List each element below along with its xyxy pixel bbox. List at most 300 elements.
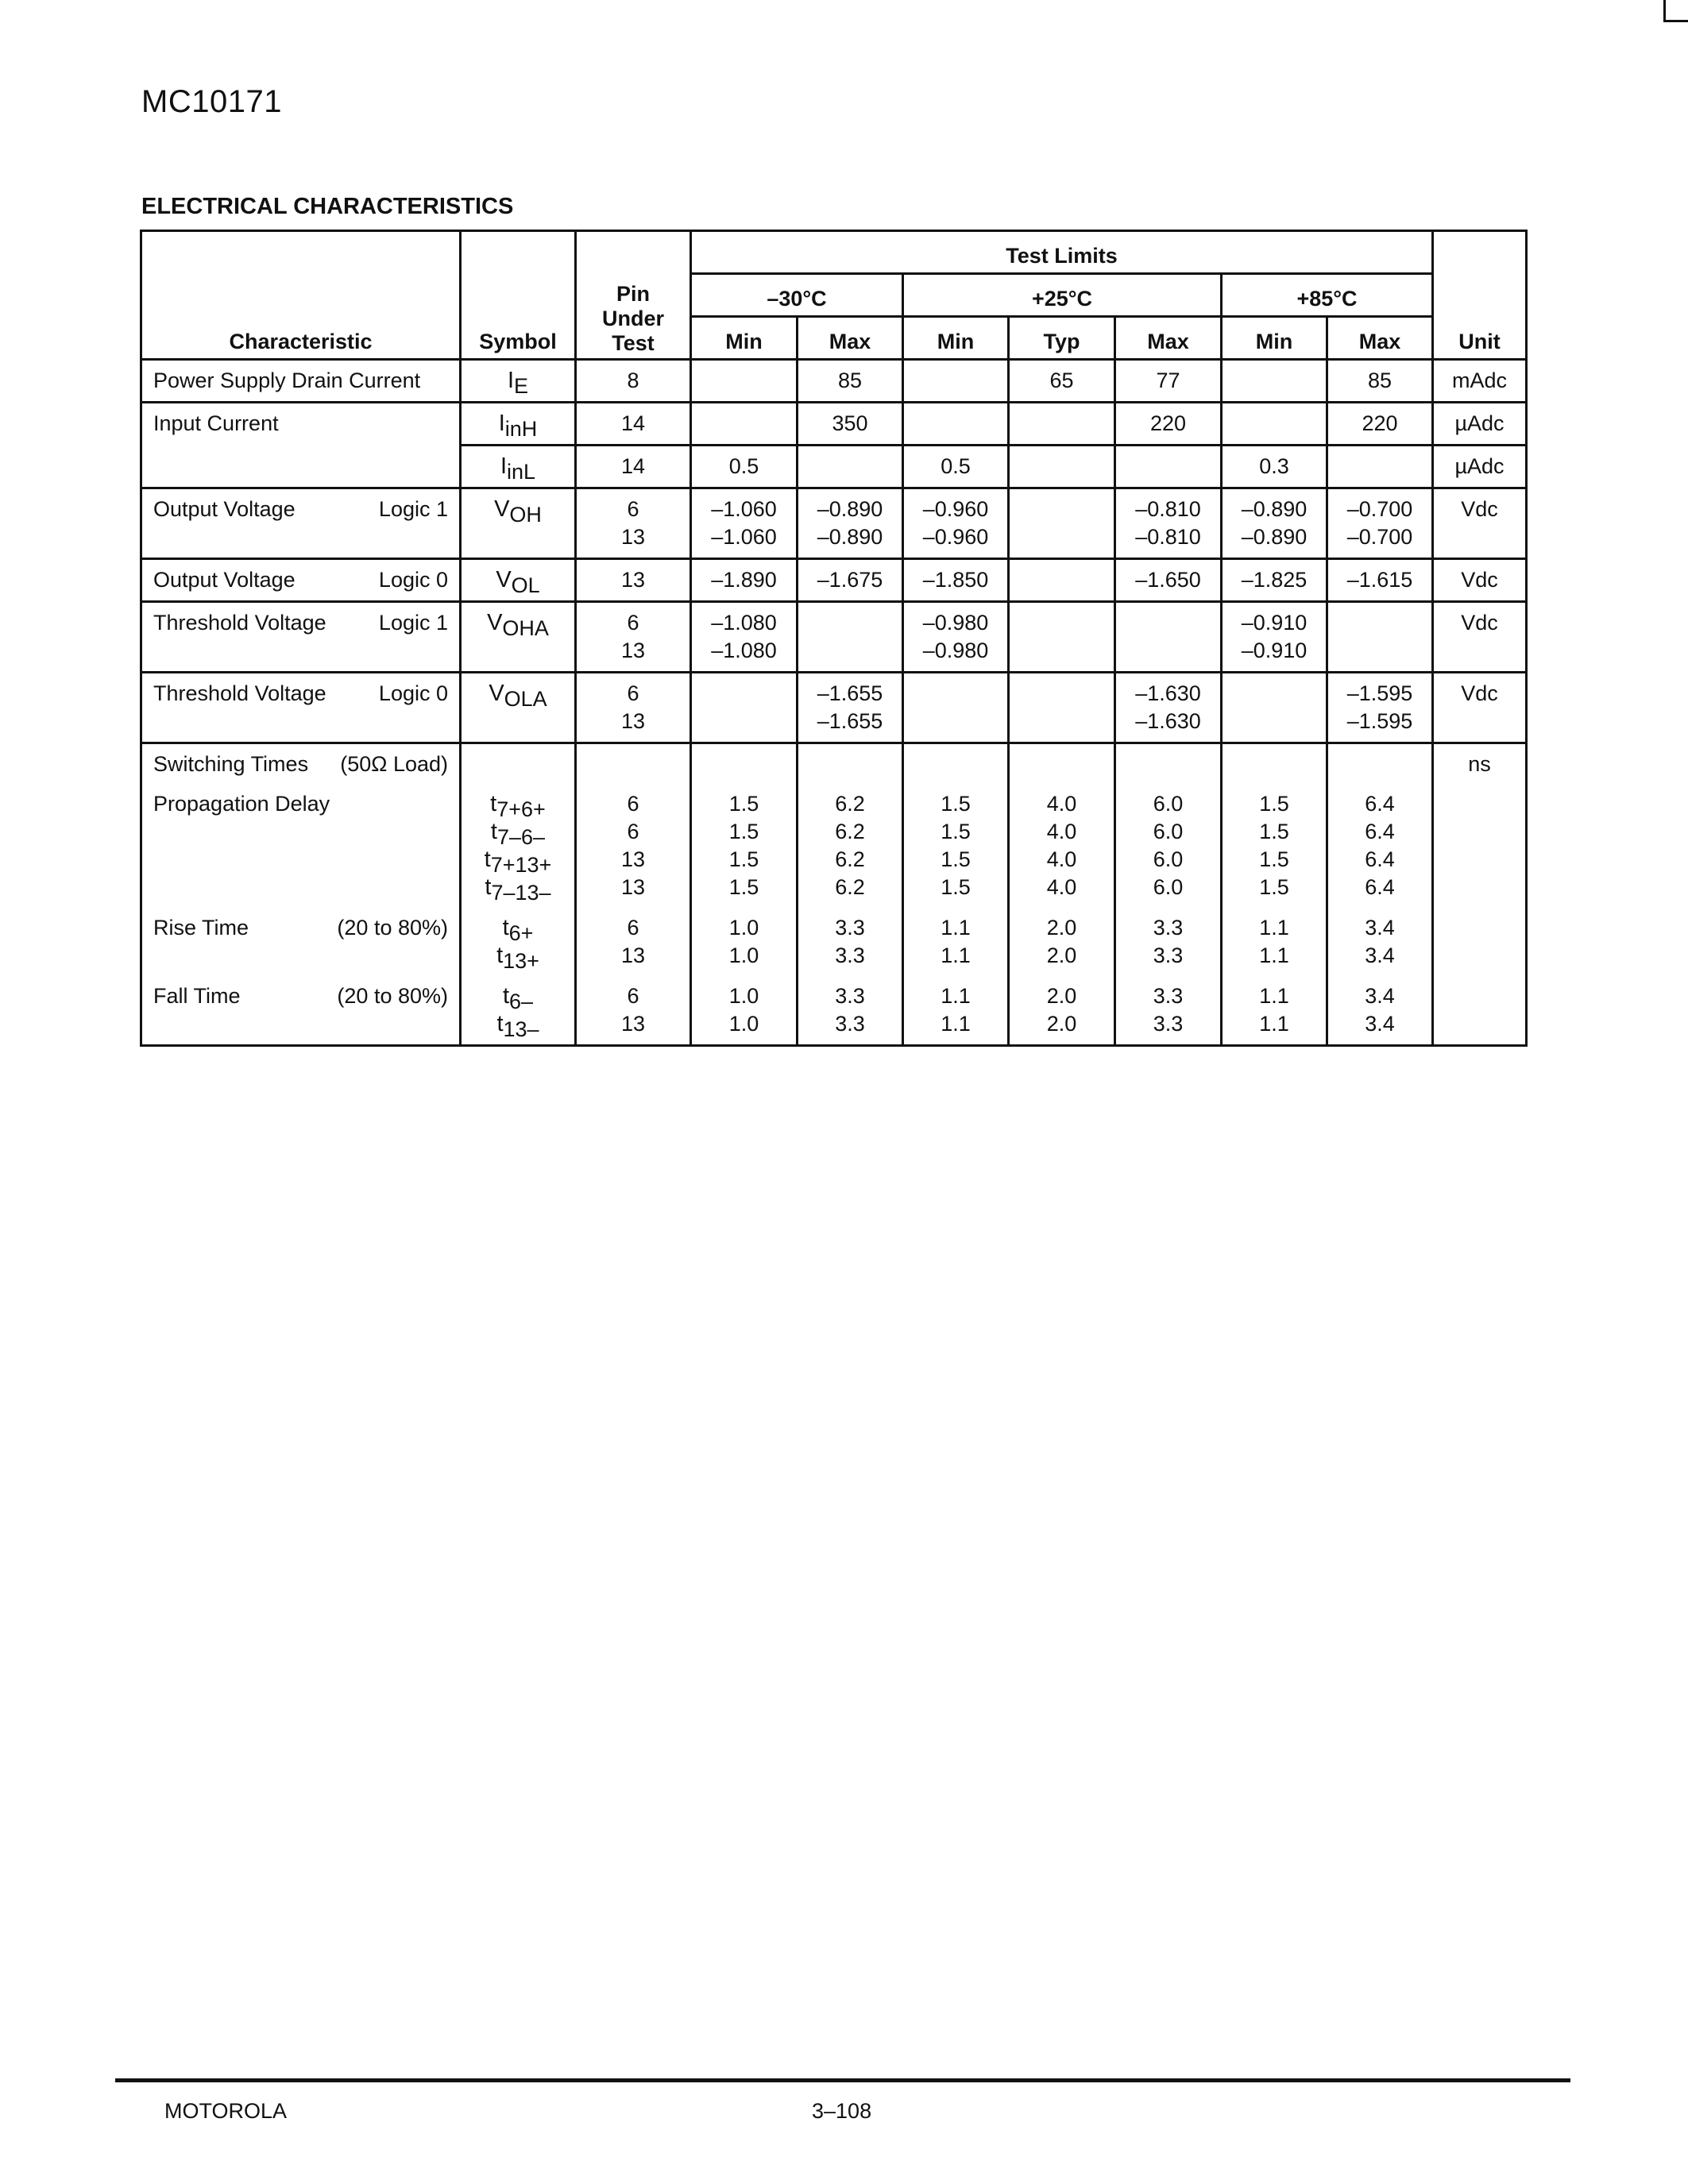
value-cell: –1.825 xyxy=(1222,559,1327,602)
electrical-characteristics-table xyxy=(140,230,1528,1047)
characteristic-cell xyxy=(141,559,461,602)
symbol-base: I xyxy=(498,411,505,436)
symbol-subscript: OH xyxy=(509,503,542,527)
symbol xyxy=(466,453,570,484)
spacer xyxy=(1121,901,1215,914)
value-cell xyxy=(691,743,798,1046)
value-cell-line: 3.3 xyxy=(1153,943,1184,967)
value-cell-line: 1.0 xyxy=(728,1012,759,1036)
value-cell-line: 1.5 xyxy=(728,820,759,843)
switching-param-line xyxy=(153,982,448,1010)
spacer xyxy=(803,901,897,914)
value-cell xyxy=(1222,743,1327,1046)
part-number: MC10171 xyxy=(141,84,282,119)
value-cell-line: 6.2 xyxy=(835,792,865,816)
value-cell xyxy=(691,403,798,446)
characteristic-name: Threshold Voltage xyxy=(153,611,326,635)
value-cell-line: 1.5 xyxy=(941,847,971,871)
symbol-subscript: 13– xyxy=(503,1017,539,1041)
pin-cell-line: 6 xyxy=(627,820,639,843)
value-cell-line: –1.080 xyxy=(711,611,777,635)
value-cell-line: 1.1 xyxy=(941,943,971,967)
header-temp-minus30: –30°C xyxy=(691,274,903,317)
value-cell xyxy=(903,673,1009,743)
value-cell xyxy=(1222,673,1327,743)
symbol xyxy=(466,790,570,821)
value-cell-line: 3.4 xyxy=(1365,1012,1395,1036)
symbol-base: t xyxy=(485,874,492,900)
table-body xyxy=(141,360,1527,1046)
characteristic-name: Input Current xyxy=(153,411,279,435)
value-cell: 220 xyxy=(1115,403,1222,446)
header-max: Max xyxy=(798,317,903,360)
switching-param-condition: (20 to 80%) xyxy=(337,984,448,1008)
symbol-cell xyxy=(461,559,576,602)
table-row xyxy=(141,673,1527,743)
pin-cell: 13 xyxy=(576,559,691,602)
symbol xyxy=(466,496,570,527)
value-cell xyxy=(1009,488,1115,559)
value-cell-line: 3.3 xyxy=(835,1012,865,1036)
value-cell-line: –0.700 xyxy=(1346,525,1413,549)
value-cell-line: –0.980 xyxy=(922,639,989,662)
value-cell: –1.615 xyxy=(1327,559,1433,602)
value-cell xyxy=(691,360,798,403)
symbol xyxy=(466,942,570,973)
footer-brand: MOTOROLA xyxy=(164,2099,288,2123)
symbol-base: t xyxy=(496,1011,504,1036)
characteristic-condition: Logic 0 xyxy=(378,681,448,705)
page-corner-mark xyxy=(1663,0,1688,22)
symbol-base: t xyxy=(502,983,509,1009)
header-pin-under-test: Pin Under Test xyxy=(576,231,691,360)
value-cell-line: 2.0 xyxy=(1046,943,1077,967)
value-cell-line: 6.4 xyxy=(1365,792,1395,816)
symbol-cell xyxy=(461,360,576,403)
spacer xyxy=(153,1010,448,1038)
value-cell: 0.5 xyxy=(691,446,798,488)
value-cell xyxy=(903,488,1009,559)
value-cell xyxy=(903,360,1009,403)
pin-cell: 14 xyxy=(576,446,691,488)
spacer xyxy=(153,970,448,982)
table-row xyxy=(141,559,1527,602)
symbol-cell xyxy=(461,743,576,1046)
characteristic-line xyxy=(153,609,448,637)
value-cell xyxy=(798,446,903,488)
header-min: Min xyxy=(1222,317,1327,360)
value-cell-line: 1.1 xyxy=(1259,1012,1289,1036)
value-cell xyxy=(903,403,1009,446)
symbol-subscript: OHA xyxy=(502,616,549,640)
symbol-subscript: OLA xyxy=(504,687,547,711)
value-cell xyxy=(798,743,903,1046)
symbol xyxy=(466,1010,570,1041)
spacer xyxy=(153,901,448,914)
value-cell xyxy=(1222,360,1327,403)
value-cell-line: –1.060 xyxy=(711,497,777,521)
pin-cell: 14 xyxy=(576,403,691,446)
symbol-base: t xyxy=(490,791,497,816)
pin-cell-line: 6 xyxy=(627,681,639,705)
value-cell-line: 1.5 xyxy=(941,792,971,816)
pin-cell xyxy=(576,602,691,673)
pin-cell-line: 13 xyxy=(620,875,646,899)
section-title: ELECTRICAL CHARACTERISTICS xyxy=(141,194,514,219)
characteristic-line xyxy=(153,367,448,395)
value-cell-line: 1.5 xyxy=(1259,820,1289,843)
value-cell-line: 3.3 xyxy=(1153,1012,1184,1036)
value-cell xyxy=(1327,446,1433,488)
symbol-cell xyxy=(461,488,576,559)
spacer xyxy=(1333,970,1427,982)
value-cell-line: 6.0 xyxy=(1153,847,1184,871)
header-max: Max xyxy=(1327,317,1433,360)
switching-title-line xyxy=(153,751,448,778)
characteristic-condition: Logic 1 xyxy=(378,497,448,521)
value-cell-line: –0.960 xyxy=(922,525,989,549)
table-row xyxy=(141,403,1527,446)
pin-cell-line: 6 xyxy=(627,497,639,521)
symbol xyxy=(466,874,570,905)
symbol-base: t xyxy=(484,847,491,872)
value-cell xyxy=(691,488,798,559)
value-cell xyxy=(1222,488,1327,559)
characteristic-name: Output Voltage xyxy=(153,568,295,592)
symbol-base: V xyxy=(494,496,510,522)
unit-cell: Vdc xyxy=(1433,602,1527,673)
value-cell-line: 6.4 xyxy=(1365,820,1395,843)
characteristic-line xyxy=(153,410,448,438)
symbol-base: V xyxy=(487,610,503,635)
value-cell xyxy=(1009,446,1115,488)
switching-title: Switching Times xyxy=(153,752,309,776)
unit-cell: ns xyxy=(1433,743,1527,1046)
spacer xyxy=(581,970,685,982)
value-cell: –1.850 xyxy=(903,559,1009,602)
value-cell: –1.675 xyxy=(798,559,903,602)
pin-cell: 8 xyxy=(576,360,691,403)
spacer xyxy=(697,778,791,790)
spacer xyxy=(581,901,685,914)
value-cell xyxy=(1009,602,1115,673)
value-cell-line: 1.5 xyxy=(728,847,759,871)
characteristic-name: Threshold Voltage xyxy=(153,681,326,705)
value-cell-line: 2.0 xyxy=(1046,916,1077,940)
characteristic-cell xyxy=(141,360,461,403)
value-cell-line: 1.5 xyxy=(728,792,759,816)
symbol xyxy=(466,680,570,711)
value-cell-line: 3.4 xyxy=(1365,943,1395,967)
value-cell-line: –1.595 xyxy=(1346,709,1413,733)
value-cell-line: 2.0 xyxy=(1046,1012,1077,1036)
value-cell-line: 3.3 xyxy=(1153,984,1184,1008)
header-typ: Typ xyxy=(1009,317,1115,360)
value-cell xyxy=(1009,403,1115,446)
value-cell xyxy=(1327,488,1433,559)
value-cell-line: 6.4 xyxy=(1365,875,1395,899)
value-cell-line: 1.5 xyxy=(1259,792,1289,816)
header-min: Min xyxy=(691,317,798,360)
spacer xyxy=(1121,751,1215,778)
value-cell xyxy=(1009,559,1115,602)
table-row xyxy=(141,488,1527,559)
spacer xyxy=(1333,751,1427,778)
spacer xyxy=(1227,901,1321,914)
spacer xyxy=(1121,970,1215,982)
spacer xyxy=(909,778,1002,790)
symbol-subscript: 13+ xyxy=(503,949,539,973)
spacer xyxy=(1227,970,1321,982)
value-cell: 65 xyxy=(1009,360,1115,403)
unit-cell: mAdc xyxy=(1433,360,1527,403)
value-cell: 77 xyxy=(1115,360,1222,403)
value-cell-line: 1.1 xyxy=(1259,916,1289,940)
value-cell xyxy=(1222,403,1327,446)
pin-cell-line: 13 xyxy=(620,709,646,733)
value-cell-line: –0.890 xyxy=(817,497,883,521)
header-temp-plus25: +25°C xyxy=(903,274,1222,317)
symbol xyxy=(466,410,570,441)
unit-cell: Vdc xyxy=(1433,673,1527,743)
pin-cell-line: 13 xyxy=(620,1012,646,1036)
pin-cell-line: 6 xyxy=(627,611,639,635)
value-cell-line: –1.655 xyxy=(817,681,883,705)
spacer xyxy=(466,751,570,778)
value-cell xyxy=(903,602,1009,673)
characteristic-cell xyxy=(141,602,461,673)
value-cell-line: –0.890 xyxy=(817,525,883,549)
spacer xyxy=(153,874,448,901)
symbol-base: t xyxy=(502,915,509,940)
unit-cell: Vdc xyxy=(1433,488,1527,559)
page-number: 3–108 xyxy=(812,2099,872,2123)
header-characteristic: Characteristic xyxy=(141,231,461,360)
spacer xyxy=(1014,778,1109,790)
value-cell-line: 6.4 xyxy=(1365,847,1395,871)
symbol xyxy=(466,982,570,1013)
spacer xyxy=(581,778,685,790)
pin-cell-line: 13 xyxy=(620,847,646,871)
pin-cell xyxy=(576,743,691,1046)
value-cell-line: 4.0 xyxy=(1046,847,1077,871)
value-cell-line: –0.910 xyxy=(1241,611,1308,635)
pin-cell-line: 13 xyxy=(620,639,646,662)
switching-param-name: Rise Time xyxy=(153,916,249,940)
value-cell-line: –1.080 xyxy=(711,639,777,662)
characteristic-cell xyxy=(141,488,461,559)
value-cell-line: 6.0 xyxy=(1153,875,1184,899)
value-cell: 0.3 xyxy=(1222,446,1327,488)
spacer xyxy=(1014,970,1109,982)
symbol-subscript: 7–6– xyxy=(496,825,546,849)
header-min: Min xyxy=(903,317,1009,360)
value-cell-line: –1.630 xyxy=(1135,709,1201,733)
spacer xyxy=(803,778,897,790)
value-cell xyxy=(1222,602,1327,673)
value-cell-line: 4.0 xyxy=(1046,875,1077,899)
spacer xyxy=(153,942,448,970)
value-cell-line: 3.4 xyxy=(1365,916,1395,940)
switching-param-line xyxy=(153,790,448,818)
characteristic-condition: Logic 0 xyxy=(378,568,448,592)
value-cell-line: –1.060 xyxy=(711,525,777,549)
characteristic-condition: Logic 1 xyxy=(378,611,448,635)
spacer xyxy=(1227,778,1321,790)
value-cell-line: 6.2 xyxy=(835,875,865,899)
pin-cell xyxy=(576,488,691,559)
symbol-subscript: 6+ xyxy=(508,921,534,945)
value-cell-line: 2.0 xyxy=(1046,984,1077,1008)
spacer xyxy=(466,778,570,790)
spacer xyxy=(1014,751,1109,778)
spacer xyxy=(581,751,685,778)
value-cell-line: 1.1 xyxy=(1259,984,1289,1008)
value-cell xyxy=(798,673,903,743)
value-cell-line: 4.0 xyxy=(1046,792,1077,816)
unit-cell: Vdc xyxy=(1433,559,1527,602)
symbol-subscript: 7–13– xyxy=(491,881,551,905)
symbol xyxy=(466,367,570,398)
symbol-subscript: inL xyxy=(507,460,536,484)
spacer xyxy=(909,901,1002,914)
symbol-subscript: inH xyxy=(504,417,538,441)
symbol-base: V xyxy=(496,567,512,592)
value-cell-line: 3.3 xyxy=(1153,916,1184,940)
value-cell-line: –0.980 xyxy=(922,611,989,635)
symbol-subscript: E xyxy=(514,374,529,398)
characteristic-line xyxy=(153,680,448,708)
table-row xyxy=(141,602,1527,673)
characteristic-cell xyxy=(141,673,461,743)
value-cell-line: 1.1 xyxy=(1259,943,1289,967)
value-cell xyxy=(798,602,903,673)
symbol-base: t xyxy=(496,943,504,968)
value-cell xyxy=(1327,602,1433,673)
value-cell-line: –1.630 xyxy=(1135,681,1201,705)
value-cell-line: 1.0 xyxy=(728,943,759,967)
symbol-base: I xyxy=(507,368,515,393)
value-cell-line: 6.0 xyxy=(1153,820,1184,843)
value-cell-line: 3.3 xyxy=(835,984,865,1008)
value-cell-line: 1.1 xyxy=(941,984,971,1008)
value-cell-line: 6.2 xyxy=(835,820,865,843)
value-cell-line: 6.0 xyxy=(1153,792,1184,816)
footer-rule xyxy=(115,2078,1570,2082)
symbol xyxy=(466,818,570,849)
value-cell: 220 xyxy=(1327,403,1433,446)
symbol xyxy=(466,846,570,877)
value-cell: 350 xyxy=(798,403,903,446)
value-cell-line: 1.5 xyxy=(1259,875,1289,899)
switching-times-row xyxy=(141,743,1527,1046)
spacer xyxy=(909,970,1002,982)
value-cell-line: –0.890 xyxy=(1241,497,1308,521)
value-cell xyxy=(1115,602,1222,673)
value-cell-line: 3.3 xyxy=(835,916,865,940)
value-cell xyxy=(1009,673,1115,743)
value-cell xyxy=(1009,743,1115,1046)
spacer xyxy=(1333,778,1427,790)
header-test-limits: Test Limits xyxy=(691,231,1433,274)
pin-cell-line: 6 xyxy=(627,984,639,1008)
value-cell-line: 1.1 xyxy=(941,916,971,940)
spacer xyxy=(803,970,897,982)
symbol-subscript: 7+6+ xyxy=(496,797,546,821)
spacer xyxy=(1333,901,1427,914)
value-cell xyxy=(1115,488,1222,559)
spacer xyxy=(803,751,897,778)
value-cell-line: 1.5 xyxy=(1259,847,1289,871)
value-cell xyxy=(691,602,798,673)
value-cell-line: 3.4 xyxy=(1365,984,1395,1008)
value-cell xyxy=(1327,673,1433,743)
header-temp-plus85: +85°C xyxy=(1222,274,1433,317)
symbol-cell xyxy=(461,602,576,673)
value-cell xyxy=(1115,446,1222,488)
spacer xyxy=(1014,901,1109,914)
value-cell-line: 1.5 xyxy=(941,875,971,899)
value-cell xyxy=(1115,743,1222,1046)
value-cell-line: 1.5 xyxy=(728,875,759,899)
spacer xyxy=(153,818,448,846)
switching-param-condition: (20 to 80%) xyxy=(337,916,448,940)
table-row xyxy=(141,360,1527,403)
switching-characteristic-cell xyxy=(141,743,461,1046)
spacer xyxy=(1121,778,1215,790)
value-cell: 0.5 xyxy=(903,446,1009,488)
value-cell-line: 3.3 xyxy=(835,943,865,967)
symbol-subscript: 6– xyxy=(509,990,534,1013)
characteristic-cell xyxy=(141,403,461,488)
unit-cell: µAdc xyxy=(1433,403,1527,446)
value-cell-line: 1.1 xyxy=(941,1012,971,1036)
pin-cell-line: 6 xyxy=(627,916,639,940)
value-cell: –1.890 xyxy=(691,559,798,602)
symbol xyxy=(466,566,570,597)
unit-cell: µAdc xyxy=(1433,446,1527,488)
value-cell xyxy=(1115,673,1222,743)
spacer xyxy=(153,846,448,874)
value-cell-line: –1.595 xyxy=(1346,681,1413,705)
value-cell: 85 xyxy=(798,360,903,403)
value-cell-line: –0.700 xyxy=(1346,497,1413,521)
characteristic-name: Output Voltage xyxy=(153,497,295,521)
symbol-base: I xyxy=(500,453,508,479)
header-max: Max xyxy=(1115,317,1222,360)
value-cell-line: 1.0 xyxy=(728,916,759,940)
characteristic-name: Power Supply Drain Current xyxy=(153,369,421,392)
value-cell xyxy=(1327,743,1433,1046)
spacer xyxy=(909,751,1002,778)
characteristic-line xyxy=(153,566,448,594)
value-cell xyxy=(903,743,1009,1046)
value-cell-line: –0.910 xyxy=(1241,639,1308,662)
value-cell-line: –0.810 xyxy=(1135,525,1201,549)
symbol-subscript: 7+13+ xyxy=(490,853,552,877)
value-cell: 85 xyxy=(1327,360,1433,403)
spacer xyxy=(697,901,791,914)
value-cell xyxy=(691,673,798,743)
spacer xyxy=(697,970,791,982)
pin-cell xyxy=(576,673,691,743)
symbol-subscript: OL xyxy=(511,573,540,597)
switching-param-line xyxy=(153,914,448,942)
value-cell-line: –1.655 xyxy=(817,709,883,733)
pin-cell-line: 6 xyxy=(627,792,639,816)
value-cell-line: –0.960 xyxy=(922,497,989,521)
switching-load-condition: (50Ω Load) xyxy=(340,752,448,776)
